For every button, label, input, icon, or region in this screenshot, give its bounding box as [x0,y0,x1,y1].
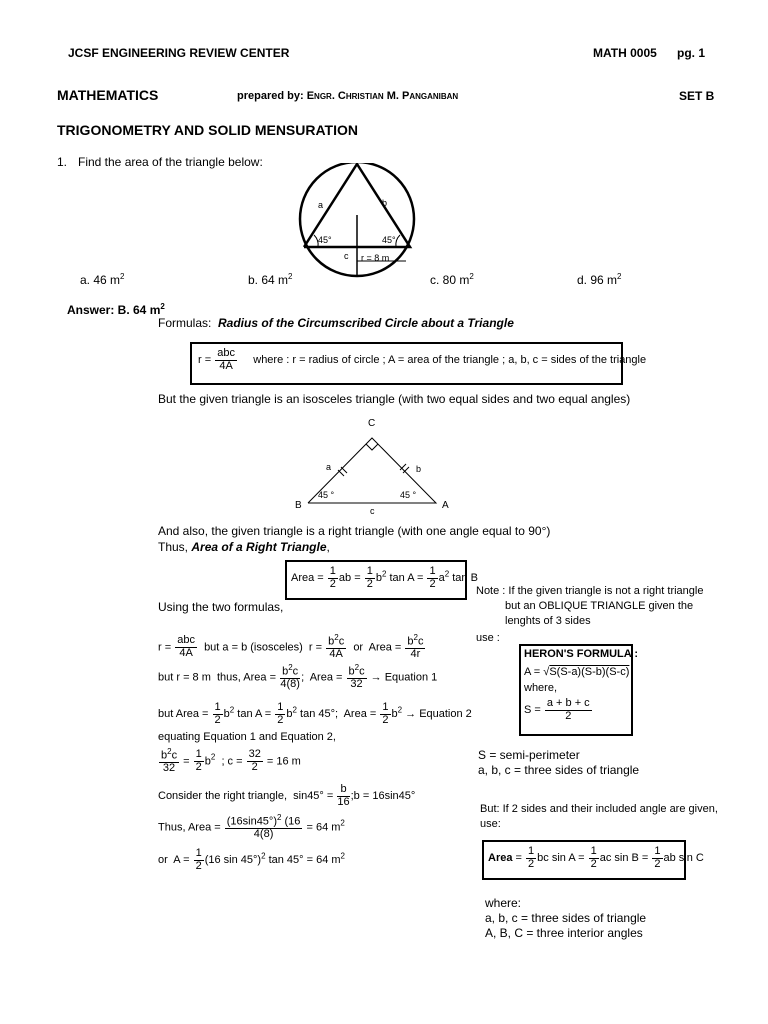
formulas-heading: Formulas: Radius of the Circumscribed Circle about a Triangle [158,316,514,330]
s-definition: S = semi-perimeter [478,748,580,762]
choice-d: d. 96 $m^2$ [577,272,622,287]
course-code: MATH 0005 [593,46,657,60]
vertex-c-label: C [368,418,376,429]
abc-definition: a, b, c = three sides of triangle [478,763,640,777]
using-formulas: Using the two formulas, [158,600,284,614]
but-use: use: [480,818,501,830]
author-name: Engr. Christian M. Panganiban [306,90,459,102]
center-name: JCSF ENGINEERING REVIEW CENTER [68,46,290,60]
thus-heading: Thus, Area of a Right Triangle, [158,540,330,554]
ABC-definition: A, B, C = three interior angles [485,926,643,940]
side-b-label: b [382,198,388,208]
side-b2-label: b [416,464,422,474]
choice-c: c. 80 $m^2$ [430,272,474,287]
problem-question: Find the area of the triangle below: [78,155,263,169]
angle-left-label: 45° [318,235,332,245]
heron-formula-box: HERON'S FORMULA : A = √S(S-a)(S-b)(S-c) where, S = $\frac{a + b + c}{2}$ [519,644,633,736]
set-label: SET B [679,89,715,103]
inscribed-triangle-figure [290,163,440,283]
derivation-line-4: $\frac{b^2c}{32}$ = $\frac{1}{2}$ $b^2$ ; c = $\frac{32}{2}$ = 16 m [161,747,301,775]
but-note: But: If 2 sides and their included angle are given, [480,803,718,815]
note-use: use : [476,632,500,644]
side-c-label: c [344,251,349,261]
heron-where: where, [524,682,558,694]
isosceles-note: But the given triangle is an isosceles triangle (with two equal sides and two equal angles) [158,392,631,406]
subject-title: MATHEMATICS [57,87,159,103]
note-line-2: but an OBLIQUE TRIANGLE given the [505,600,694,612]
side-a-label: a [318,200,324,210]
derivation-line-7: or A = $\frac{1}{2}$ (16 sin 45°)$^2$ tan 45° = 64 $m^2$ [158,847,345,872]
topic-title: TRIGONOMETRY AND SOLID MENSURATION [57,122,358,138]
angle-right-label: 45° [382,235,396,245]
radius-where: where : r = radius of circle ; A = area of the triangle ; a, b, c = sides of the triangle [253,353,647,366]
side-c2-label: c [370,506,375,516]
side-a2-label: a [326,462,332,472]
heron-title: HERON'S FORMULA : [524,648,639,660]
derivation-line-6: Thus, Area = $\frac{(16\sin 45^\circ)^2 (16}{4(8)}$ = 64 $m^2$ [158,813,345,841]
choice-b: b. 64 $m^2$ [248,272,293,287]
right-triangle-note: And also, the given triangle is a right triangle (with one angle equal to 90°) [158,524,551,538]
radius-formula-box: r = $\frac{\text{abc}}{4A}$ where : r = radius of circle ; A = area of the triangle ; a, b, c = sides of the triangle [190,342,623,385]
angle-b-label: 45 ° [318,490,335,500]
derivation-equating: equating Equation 1 and Equation 2, [158,731,336,743]
right-triangle-area-box: Area = $\frac{1}{2}$ ab = $\frac{1}{2}$ $b^2$ tan A = $\frac{1}{2}$ $a^2$ tan B [285,560,467,600]
angle-a-label: 45 ° [400,490,417,500]
derivation-line-5: Consider the right triangle, sin45° = $\frac{b}{16}$ ;b = 16sin45° [158,783,416,808]
note-line-1: Note : If the given triangle is not a right triangle [476,585,704,597]
page-number: pg. 1 [677,46,706,60]
derivation-line-2: but r = 8 m thus, Area = $\frac{b^2c}{4(8)}$ ; Area = $\frac{b^2c}{32}$ → Equation 1 [158,663,438,691]
derivation-line-1: r = $\frac{\text{abc}}{4A}$ but a = b (isosceles) r = $\frac{b^2c}{4A}$ or Area = $\frac{b^2c}{4r}$ [158,633,424,661]
abc-definition-2: a, b, c = three sides of triangle [485,911,647,925]
where-label: where: [485,896,522,910]
note-line-3: lenghts of 3 sides [505,615,591,627]
sas-area-box: Area = $\frac{1}{2}$ bc sin A = $\frac{1}{2}$ ac sin B = $\frac{1}{2}$ ab sin C [482,840,686,880]
formulas-title: Radius of the Circumscribed Circle about a Triangle [218,316,514,330]
problem-number: 1. [57,155,68,169]
prepared-by: prepared by: Engr. Christian M. Panganiban [237,90,459,102]
vertex-a-label: A [442,500,449,511]
answer-label: Answer: B. 64 $m^2$ [67,302,165,317]
vertex-b-label: B [295,500,302,511]
radius-label: r = 8 m [361,253,390,263]
derivation-line-3: but Area = $\frac{1}{2}$ $b^2$ tan A = $\frac{1}{2}$ $b^2$ tan 45°; Area = $\frac{1}{2}$ $b^2$ → Equation 2 [158,701,472,726]
choice-a: a. 46 $m^2$ [80,272,125,287]
right-isosceles-triangle-figure [290,414,450,518]
